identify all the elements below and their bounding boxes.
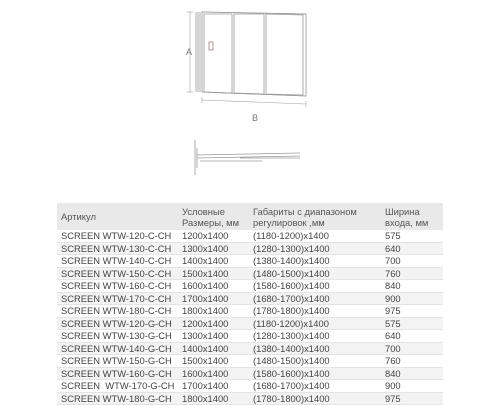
cell-entry-width: 840	[381, 280, 443, 293]
front-view	[196, 12, 306, 96]
table-row	[57, 267, 443, 280]
cell-entry-width: 900	[381, 292, 443, 305]
cell-article: SCREEN WTW-160-G-CH	[57, 367, 178, 380]
cell-nominal-size: 1500x1400	[178, 355, 249, 368]
cell-nominal-size: 1300x1400	[178, 330, 249, 343]
cell-article: SCREEN WTW-180-G-CH	[57, 392, 178, 405]
cell-nominal-size: 1400x1400	[178, 255, 249, 268]
table-row	[57, 280, 443, 293]
cell-dimensions-range: (1680-1700)x1400	[249, 380, 381, 393]
table-row	[57, 380, 443, 393]
cell-dimensions-range: (1580-1600)x1400	[249, 280, 381, 293]
cell-entry-width: 760	[381, 355, 443, 368]
cell-entry-width: 900	[381, 380, 443, 393]
cell-entry-width: 700	[381, 342, 443, 355]
header-dimensions-range: Габариты с диапазоном регулировок ,мм	[249, 203, 381, 230]
cell-article: SCREEN WTW-120-C-CH	[57, 230, 178, 242]
cell-article: SCREEN WTW-130-C-CH	[57, 242, 178, 255]
cell-dimensions-range: (1780-1800)x1400	[249, 392, 381, 405]
header-entry-width: Ширина входа, мм	[381, 203, 443, 230]
cell-dimensions-range: (1280-1300)x1400	[249, 242, 381, 255]
table-row	[57, 317, 443, 330]
dimension-a-label: A	[186, 47, 193, 57]
cell-nominal-size: 1200x1400	[178, 317, 249, 330]
table-row	[57, 292, 443, 305]
cell-dimensions-range: (1380-1400)x1400	[249, 255, 381, 268]
table-row	[57, 255, 443, 268]
panel-sliding	[266, 14, 303, 95]
cell-entry-width: 760	[381, 267, 443, 280]
cell-article: SCREEN WTW-150-G-CH	[57, 355, 178, 368]
cell-entry-width: 975	[381, 392, 443, 405]
header-article: Артикул	[57, 203, 178, 230]
cell-dimensions-range: (1380-1400)x1400	[249, 342, 381, 355]
cell-article: SCREEN WTW-140-C-CH	[57, 255, 178, 268]
technical-drawing	[0, 0, 500, 200]
cell-dimensions-range: (1480-1500)x1400	[249, 267, 381, 280]
table-row	[57, 392, 443, 405]
table-row	[57, 242, 443, 255]
cell-entry-width: 575	[381, 317, 443, 330]
cell-entry-width: 575	[381, 230, 443, 242]
table-body	[57, 230, 443, 405]
table-row	[57, 305, 443, 318]
spec-table	[57, 203, 443, 405]
cell-nominal-size: 1700x1400	[178, 380, 249, 393]
cell-dimensions-range: (1780-1800)x1400	[249, 305, 381, 318]
cell-nominal-size: 1400x1400	[178, 342, 249, 355]
cell-dimensions-range: (1680-1700)x1400	[249, 292, 381, 305]
cell-dimensions-range: (1580-1600)x1400	[249, 367, 381, 380]
cell-nominal-size: 1600x1400	[178, 367, 249, 380]
cell-nominal-size: 1300x1400	[178, 242, 249, 255]
cell-dimensions-range: (1480-1500)x1400	[249, 355, 381, 368]
cell-article: SCREEN WTW-130-G-CH	[57, 330, 178, 343]
cell-entry-width: 975	[381, 305, 443, 318]
cell-dimensions-range: (1280-1300)x1400	[249, 330, 381, 343]
cell-article: SCREEN WTW-180-C-CH	[57, 305, 178, 318]
cell-nominal-size: 1800x1400	[178, 305, 249, 318]
cell-nominal-size: 1200x1400	[178, 230, 249, 242]
cell-article: SCREEN WTW-170-C-CH	[57, 292, 178, 305]
cell-article: SCREEN WTW-140-G-CH	[57, 342, 178, 355]
cell-entry-width: 840	[381, 367, 443, 380]
cell-article: SCREEN WTW-150-C-CH	[57, 267, 178, 280]
panel-middle	[234, 14, 264, 94]
header-nominal-size: Условные Размеры, мм	[178, 203, 249, 230]
cell-dimensions-range: (1180-1200)x1400	[249, 317, 381, 330]
cell-nominal-size: 1800x1400	[178, 392, 249, 405]
table-header-row	[57, 203, 443, 230]
dimension-b-line	[202, 97, 306, 107]
panel-fixed	[204, 14, 232, 93]
handle	[209, 42, 213, 50]
cell-entry-width: 640	[381, 242, 443, 255]
table-row	[57, 342, 443, 355]
cell-dimensions-range: (1180-1200)x1400	[249, 230, 381, 242]
table-row	[57, 355, 443, 368]
panel-outer	[202, 12, 306, 96]
top-view	[195, 140, 300, 175]
cell-nominal-size: 1700x1400	[178, 292, 249, 305]
cell-article: SCREEN WTW-170-G-CH	[57, 380, 178, 393]
dimension-b-label: B	[252, 113, 259, 123]
cell-article: SCREEN WTW-120-G-CH	[57, 317, 178, 330]
cell-entry-width: 700	[381, 255, 443, 268]
cell-nominal-size: 1500x1400	[178, 267, 249, 280]
table-row	[57, 230, 443, 242]
cell-article: SCREEN WTW-160-C-CH	[57, 280, 178, 293]
table-row	[57, 367, 443, 380]
table-row	[57, 330, 443, 343]
cell-entry-width: 640	[381, 330, 443, 343]
cell-nominal-size: 1600x1400	[178, 280, 249, 293]
